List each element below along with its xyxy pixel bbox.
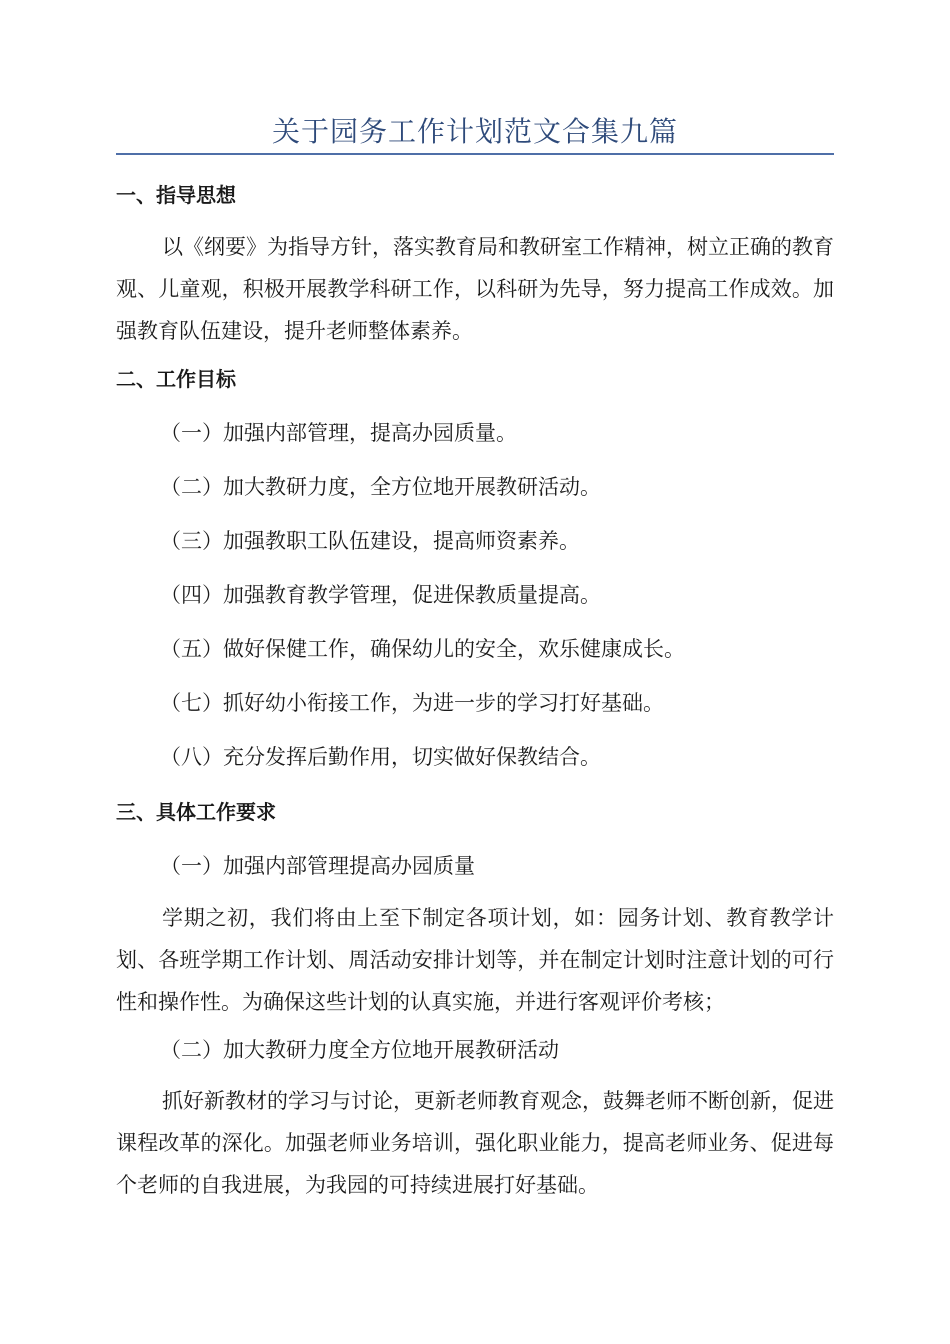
title-underline [116, 153, 834, 155]
subsection-2-paragraph: 抓好新教材的学习与讨论，更新老师教育观念，鼓舞老师不断创新，促进课程改革的深化。加强老师业务培训，强化职业能力，提高老师业务、促进每个老师的自我进展，为我园的可持续进展打好基础。 [116, 1089, 834, 1197]
goal-item-5: （五）做好保健工作，确保幼儿的安全，欢乐健康成长。 [160, 637, 685, 661]
section-1-paragraph: 以《纲要》为指导方针，落实教育局和教研室工作精神，树立正确的教育观、儿童观，积极开展教学科研工作，以科研为先导，努力提高工作成效。加强教育队伍建设，提升老师整体素养。 [116, 235, 834, 343]
subsection-1-paragraph: 学期之初，我们将由上至下制定各项计划，如：园务计划、教育教学计划、各班学期工作计划、周活动安排计划等，并在制定计划时注意计划的可行性和操作性。为确保这些计划的认真实施，并进行客观评价考核； [116, 906, 834, 1014]
subsection-heading-1: （一）加强内部管理提高办园质量 [160, 854, 475, 878]
goal-item-3: （三）加强教职工队伍建设，提高师资素养。 [160, 529, 580, 553]
subsection-heading-2: （二）加大教研力度全方位地开展教研活动 [160, 1038, 559, 1062]
goal-item-2: （二）加大教研力度，全方位地开展教研活动。 [160, 475, 601, 499]
section-heading-3: 三、具体工作要求 [116, 800, 276, 824]
goal-item-4: （四）加强教育教学管理，促进保教质量提高。 [160, 583, 601, 607]
document-title: 关于园务工作计划范文合集九篇 [271, 115, 678, 148]
goal-item-8: （八）充分发挥后勤作用，切实做好保教结合。 [160, 745, 601, 769]
section-heading-2: 二、工作目标 [116, 367, 236, 391]
goal-item-1: （一）加强内部管理，提高办园质量。 [160, 421, 517, 445]
goal-item-7: （七）抓好幼小衔接工作，为进一步的学习打好基础。 [160, 691, 664, 715]
section-heading-1: 一、指导思想 [116, 183, 236, 207]
